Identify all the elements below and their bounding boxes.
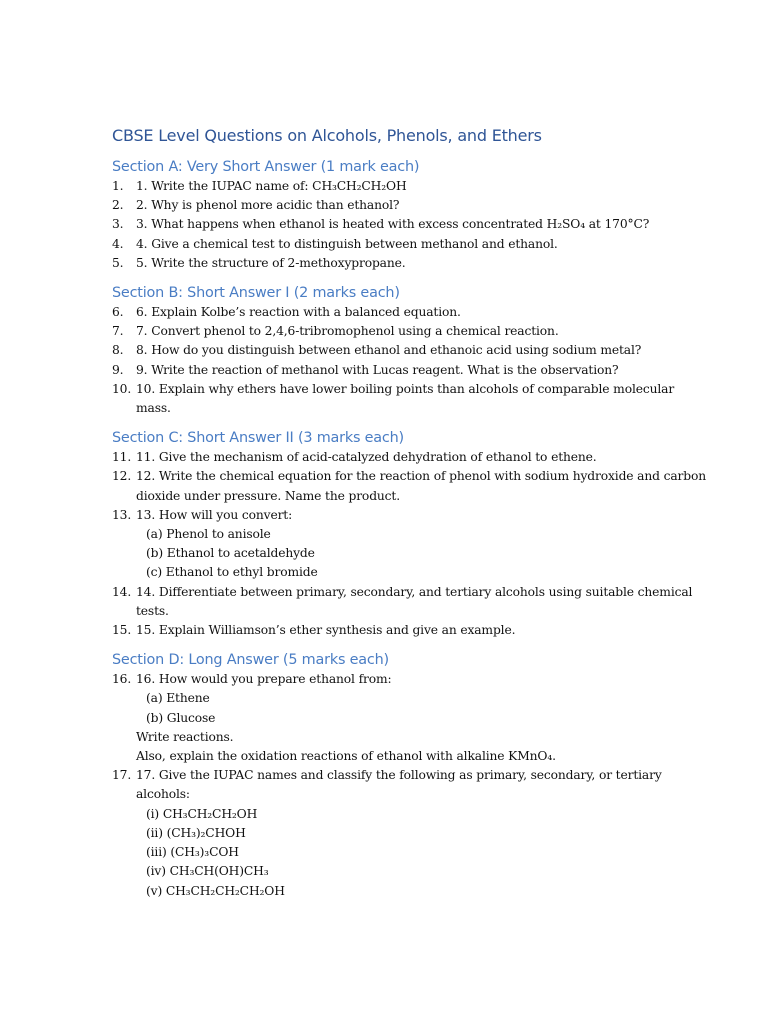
question-item [112,467,708,505]
question-number: 16. [112,672,132,687]
question-item [112,621,708,640]
sub-item: (iv) CH₃CH(OH)CH₃ [146,864,269,879]
section-heading: Section D: Long Answer (5 marks each) [112,652,389,669]
sub-item: (ii) (CH₃)₂CHOH [146,825,246,840]
sub-item: (b) Glucose [146,710,216,725]
question-text: 14. Differentiate between primary, secondary, and tertiary alcohols using suitable chemical tests. [136,584,693,618]
question-text: 13. How will you convert: [136,507,293,522]
question-text: 12. Write the chemical equation for the reaction of phenol with sodium hydroxide and carbon dioxide under pressure. Name the product. [136,469,707,503]
sub-item: (a) Ethene [146,691,210,706]
question-number: 17. [112,768,132,783]
question-number: 1. [112,179,124,193]
question-text: 6. Explain Kolbe’s reaction with a balanced equation. [136,305,461,320]
question-number: 10. [112,381,132,396]
question-text: 11. Give the mechanism of acid-catalyzed dehydration of ethanol to ethene. [136,450,597,465]
question-item [112,341,708,360]
question-number: 15. [112,623,132,638]
question-text: 1. Write the IUPAC name of: CH₃CH₂CH₂OH [136,179,407,193]
sub-item: (a) Phenol to anisole [146,527,271,542]
question-text: 4. Give a chemical test to distinguish between methanol and ethanol. [136,236,558,251]
question-text: 3. What happens when ethanol is heated with excess concentrated H₂SO₄ at 170°C? [136,217,650,232]
section-c [112,430,708,640]
sub-item: (c) Ethanol to ethyl bromide [146,565,318,580]
section-d [112,652,708,900]
page-title: CBSE Level Questions on Alcohols, Phenols, and Ethers [112,126,542,145]
question-number: 3. [112,217,124,232]
question-item [112,322,708,341]
question-text: 8. How do you distinguish between ethanol and ethanoic acid using sodium metal? [136,343,642,358]
section-heading: Section A: Very Short Answer (1 mark each) [112,159,420,175]
question-number: 8. [112,343,124,358]
sub-item: (b) Ethanol to acetaldehyde [146,546,315,561]
question-item [112,254,708,273]
question-number: 4. [112,236,124,251]
question-item [112,766,708,900]
question-number: 2. [112,198,124,213]
question-item [112,583,708,621]
question-number: 6. [112,305,124,320]
question-item [112,670,708,766]
question-item [112,235,708,254]
question-text: 9. Write the reaction of methanol with Lucas reagent. What is the observation? [136,362,619,377]
sub-item: (iii) (CH₃)₃COH [146,845,239,860]
question-text: 15. Explain Williamson’s ether synthesis and give an example. [136,623,516,638]
question-text: 17. Give the IUPAC names and classify the following as primary, secondary, or tertiary alcohols: [136,768,662,802]
continuation-text: Also, explain the oxidation reactions of ethanol with alkaline KMnO₄. [136,749,556,764]
section-a [112,159,708,273]
question-text: 2. Why is phenol more acidic than ethanol? [136,198,400,213]
continuation-text: Write reactions. [136,729,234,744]
question-number: 14. [112,584,132,599]
question-number: 12. [112,469,132,484]
sub-item: (v) CH₃CH₂CH₂CH₂OH [146,883,285,898]
question-number: 13. [112,507,132,522]
question-number: 9. [112,362,124,377]
question-item [112,380,708,418]
question-list [112,670,708,900]
question-text: 7. Convert phenol to 2,4,6-tribromophenol using a chemical reaction. [136,324,559,339]
question-list [112,177,708,273]
question-text: 10. Explain why ethers have lower boiling points than alcohols of comparable molecular mass. [136,381,675,416]
question-item [112,215,708,234]
question-item [112,303,708,322]
question-text: 5. Write the structure of 2-methoxypropane. [136,255,406,270]
question-text: 16. How would you prepare ethanol from: [136,672,392,687]
question-list [112,448,708,640]
question-item [112,361,708,380]
question-number: 11. [112,450,132,465]
question-list [112,303,708,418]
question-item [112,196,708,215]
question-item [112,448,708,467]
question-number: 5. [112,255,124,270]
question-item [112,177,708,196]
sub-item: (i) CH₃CH₂CH₂OH [146,806,258,821]
section-heading: Section C: Short Answer II (3 marks each) [112,430,404,447]
section-b [112,285,708,418]
question-item [112,506,708,583]
section-heading: Section B: Short Answer I (2 marks each) [112,285,400,302]
question-number: 7. [112,324,124,339]
